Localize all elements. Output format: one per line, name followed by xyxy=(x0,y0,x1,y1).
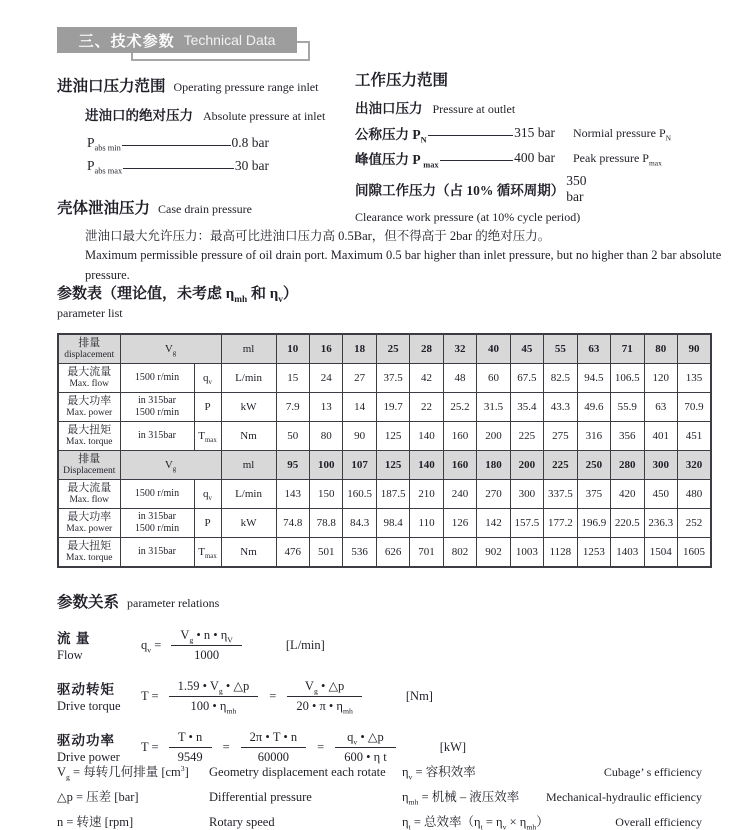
pressure-line-abs-max xyxy=(87,158,269,174)
table-header-cell: 71 xyxy=(611,334,644,364)
fraction xyxy=(169,730,212,765)
equals-sign: = xyxy=(317,739,325,754)
inlet-subheading-en: Absolute pressure at inlet xyxy=(203,109,326,123)
table-cell: 1605 xyxy=(677,538,711,568)
table-cell: Nm xyxy=(221,422,276,451)
formula-label-en: Drive power xyxy=(57,750,120,764)
table-cell: 375 xyxy=(577,480,610,509)
table-row xyxy=(58,480,711,509)
drain-heading-zh: 壳体泄油压力 xyxy=(57,200,151,217)
table-header-cell: 320 xyxy=(677,451,711,480)
legend-item-eta-t xyxy=(402,812,702,830)
table-cell: 143 xyxy=(276,480,309,509)
legend-item-dp xyxy=(57,787,392,805)
table-cell: 63 xyxy=(644,393,677,422)
table-cell: in 315bar 1500 r/min xyxy=(120,393,194,422)
table-cell: 50 xyxy=(276,422,309,451)
table-cell: 225 xyxy=(510,422,543,451)
table-cell: 最大流量 Max. flow xyxy=(58,364,120,393)
fraction-numerator: T • n xyxy=(177,729,203,744)
legend-symbol: △p = 压差 [bar] xyxy=(57,790,139,804)
inlet-subheading xyxy=(85,104,352,125)
table-header-cell: 225 xyxy=(544,451,577,480)
table-cell: 142 xyxy=(477,509,510,538)
table-cell: 最大流量 Max. flow xyxy=(58,480,120,509)
pressure-value: 315 bar xyxy=(514,125,555,140)
table-cell: 802 xyxy=(443,538,476,568)
parameter-table-title xyxy=(57,282,298,321)
table-header-cell: ml xyxy=(221,334,276,364)
formula-label-zh: 驱动功率 xyxy=(57,733,115,748)
table-cell: 501 xyxy=(309,538,342,568)
relations-heading xyxy=(57,590,727,612)
table-cell: 236.3 xyxy=(644,509,677,538)
table-cell: 最大扭矩 Max. torque xyxy=(58,422,120,451)
leader-line xyxy=(428,135,513,136)
table-header-cell: 18 xyxy=(343,334,376,364)
table-cell: P xyxy=(194,509,221,538)
formula-unit: [L/min] xyxy=(285,637,325,652)
drain-text-en: Maximum permissible pressure of oil drain port. Maximum 0.5 bar higher than inlet pressure, but no higher than 2 bar absolute pressure. xyxy=(85,248,722,282)
parameter-table xyxy=(57,333,712,568)
table-cell: 157.5 xyxy=(510,509,543,538)
inlet-pressure-lines xyxy=(87,135,269,174)
table-cell: 49.6 xyxy=(577,393,610,422)
table-cell: kW xyxy=(221,509,276,538)
parameter-table-title-zh: 参数表（理论值，未考虑 $\eta_{mh}$ 和 $\eta_v$） xyxy=(57,286,298,305)
pressure-value: 0.8 bar xyxy=(231,135,269,150)
table-cell: 626 xyxy=(376,538,409,568)
table-cell: 最大功率 Max. power xyxy=(58,509,120,538)
pressure-value: 30 bar xyxy=(234,158,269,173)
legend-symbol: n = 转速 [rpm] xyxy=(57,815,134,829)
equals-sign: = xyxy=(269,688,277,703)
pressure-value: 350 bar xyxy=(566,173,587,204)
table-cell: 19.7 xyxy=(376,393,409,422)
legend-item-eta-v xyxy=(402,762,702,780)
table-header-cell: 107 xyxy=(343,451,376,480)
table-cell: 13 xyxy=(309,393,342,422)
table-header-cell: 排量 displacement xyxy=(58,334,120,364)
table-cell: Nm xyxy=(221,538,276,568)
drain-heading-en: Case drain pressure xyxy=(158,202,252,216)
table-row xyxy=(58,509,711,538)
table-row xyxy=(58,364,711,393)
inlet-heading-en: Operating pressure range inlet xyxy=(173,80,319,94)
table-cell: 35.4 xyxy=(510,393,543,422)
table-cell: 160.5 xyxy=(343,480,376,509)
table-header-cell: 300 xyxy=(644,451,677,480)
table-cell: 55.9 xyxy=(611,393,644,422)
table-cell: L/min xyxy=(221,364,276,393)
table-cell: 187.5 xyxy=(376,480,409,509)
formula-lhs: T = xyxy=(141,688,159,703)
table-cell: 476 xyxy=(276,538,309,568)
section-title-banner xyxy=(57,27,297,53)
table-header-cell: 200 xyxy=(510,451,543,480)
table-header-cell: 排量 Displacement xyxy=(58,451,120,480)
equals-sign: = xyxy=(222,739,230,754)
table-header-cell: 180 xyxy=(477,451,510,480)
fraction-numerator: $q_v$ • △p xyxy=(347,730,384,747)
table-cell: $q_v$ xyxy=(194,364,221,393)
table-cell: 275 xyxy=(544,422,577,451)
table-header-cell: 80 xyxy=(644,334,677,364)
formula-lhs: T = xyxy=(141,739,159,754)
table-cell: 701 xyxy=(410,538,443,568)
leader-line xyxy=(123,168,234,169)
formula-label-zh: 驱动转矩 xyxy=(57,682,115,697)
table-cell: 110 xyxy=(410,509,443,538)
table-cell: 25.2 xyxy=(443,393,476,422)
legend-en: Geometry displacement each rotate xyxy=(209,765,386,779)
table-header-cell: 280 xyxy=(611,451,644,480)
legend-en: Mechanical-hydraulic efficiency xyxy=(545,790,702,804)
section-title-zh: 三、技术参数 xyxy=(78,33,175,50)
table-header-cell: 160 xyxy=(443,451,476,480)
fraction-denominator: 1000 xyxy=(171,645,242,663)
table-cell: 94.5 xyxy=(577,364,610,393)
table-cell: 401 xyxy=(644,422,677,451)
table-cell: 177.2 xyxy=(544,509,577,538)
table-header-cell: 250 xyxy=(577,451,610,480)
table-cell: 200 xyxy=(477,422,510,451)
table-header-row xyxy=(58,334,711,364)
table-header-cell: 25 xyxy=(376,334,409,364)
pressure-line-nominal xyxy=(355,123,735,143)
table-cell: 106.5 xyxy=(611,364,644,393)
table-cell: 480 xyxy=(677,480,711,509)
table-cell: 450 xyxy=(644,480,677,509)
table-cell: 1500 r/min xyxy=(120,480,194,509)
outlet-subheading-en: Pressure at outlet xyxy=(432,102,516,116)
table-row xyxy=(58,538,711,568)
fraction xyxy=(171,628,242,663)
inlet-subheading-zh: 进油口的绝对压力 xyxy=(85,108,193,123)
table-cell: 270 xyxy=(477,480,510,509)
table-header-cell: 95 xyxy=(276,451,309,480)
table-header-cell: 32 xyxy=(443,334,476,364)
drain-heading xyxy=(57,196,732,218)
table-header-cell: 55 xyxy=(544,334,577,364)
formula-unit: [Nm] xyxy=(405,688,433,703)
table-cell: 196.9 xyxy=(577,509,610,538)
table-cell: 90 xyxy=(343,422,376,451)
fraction-numerator: 1.59 • $V_g$ • △p xyxy=(177,679,250,696)
table-header-cell: $V_g$ xyxy=(120,451,221,480)
table-cell: in 315bar xyxy=(120,422,194,451)
table-cell: 240 xyxy=(443,480,476,509)
legend-en: Overall efficiency xyxy=(615,815,702,829)
legend-item-vg xyxy=(57,762,392,780)
outlet-heading-zh: 工作压力范围 xyxy=(355,72,449,89)
table-row xyxy=(58,393,711,422)
table-cell: 140 xyxy=(410,422,443,451)
table-header-cell: 100 xyxy=(309,451,342,480)
pressure-line-main xyxy=(355,148,555,168)
pressure-line-main xyxy=(355,123,555,143)
pressure-note-en: Peak pressure $P_{max}$ xyxy=(573,150,662,167)
formula-row-torque xyxy=(57,678,727,714)
leader-line xyxy=(440,160,514,161)
table-cell: in 315bar 1500 r/min xyxy=(120,509,194,538)
formula-power xyxy=(141,729,466,765)
legend-symbol: $\eta_{mh}$ = 机械 – 液压效率 xyxy=(402,790,520,807)
table-row xyxy=(58,422,711,451)
fraction-denominator: 600 • η t xyxy=(335,747,396,765)
table-cell: 420 xyxy=(611,480,644,509)
fraction-denominator: 20 • π • $\eta_{mh}$ xyxy=(287,696,362,714)
table-cell: 356 xyxy=(611,422,644,451)
table-cell: $T_{max}$ xyxy=(194,538,221,568)
table-cell: 150 xyxy=(309,480,342,509)
table-header-cell: 63 xyxy=(577,334,610,364)
inlet-pressure-section xyxy=(57,74,352,174)
table-cell: 1500 r/min xyxy=(120,364,194,393)
table-cell: 300 xyxy=(510,480,543,509)
table-cell: 536 xyxy=(343,538,376,568)
fraction-numerator: 2π • T • n xyxy=(249,729,298,744)
drain-text-zh: 泄油口最大允许压力：最高可比进油口压力高 0.5Bar，但不得高于 2bar 的绝对压力。 xyxy=(85,229,551,243)
legend-en: Differential pressure xyxy=(209,790,312,804)
table-cell: L/min xyxy=(221,480,276,509)
fraction-numerator: $V_g$ • △p xyxy=(304,679,345,696)
table-cell: 78.8 xyxy=(309,509,342,538)
table-cell: 24 xyxy=(309,364,342,393)
clearance-pressure-en: Clearance work pressure (at 10% cycle period) xyxy=(355,210,581,224)
table-header-cell: 90 xyxy=(677,334,711,364)
table-cell: 42 xyxy=(410,364,443,393)
table-header-cell: 28 xyxy=(410,334,443,364)
inlet-heading xyxy=(57,74,352,96)
outlet-subheading-zh: 出油口压力 xyxy=(355,101,423,116)
legend-symbol: $\eta_v$ = 容积效率 xyxy=(402,765,476,782)
pressure-symbol: $P_{abs min}$ xyxy=(87,135,121,153)
table-cell: 1003 xyxy=(510,538,543,568)
table-cell: 82.5 xyxy=(544,364,577,393)
fraction-numerator: $V_g$ • n • $\eta_V$ xyxy=(180,627,233,644)
parameter-table-title-en: parameter list xyxy=(57,306,123,320)
legend-symbol: $V_g$ = 每转几何排量 $[cm^3]$ xyxy=(57,763,189,782)
legend-right-column xyxy=(402,762,702,830)
formula-label xyxy=(57,729,141,765)
formula-torque xyxy=(141,678,433,714)
table-cell: 22 xyxy=(410,393,443,422)
formula-flow xyxy=(141,628,325,663)
table-cell: 1128 xyxy=(544,538,577,568)
table-cell: 27 xyxy=(343,364,376,393)
pressure-value: 400 bar xyxy=(514,150,555,165)
table-cell: 210 xyxy=(410,480,443,509)
parameter-table-body xyxy=(58,334,711,567)
table-cell: 451 xyxy=(677,422,711,451)
table-cell: 60 xyxy=(477,364,510,393)
fraction xyxy=(241,730,306,765)
table-cell: 最大功率 Max. power xyxy=(58,393,120,422)
formula-label-zh: 流 量 xyxy=(57,631,91,646)
formula-row-power xyxy=(57,729,727,765)
table-cell: 135 xyxy=(677,364,711,393)
table-cell: 14 xyxy=(343,393,376,422)
legend-item-eta-mh xyxy=(402,787,702,805)
table-header-cell: 40 xyxy=(477,334,510,364)
table-cell: 902 xyxy=(477,538,510,568)
table-header-cell: 125 xyxy=(376,451,409,480)
inlet-heading-zh: 进油口压力范围 xyxy=(57,78,166,95)
table-cell: 316 xyxy=(577,422,610,451)
legend-en: Cubage’ s efficiency xyxy=(603,765,702,779)
fraction xyxy=(335,729,396,765)
pressure-symbol: $P_{abs max}$ xyxy=(87,158,123,176)
fraction xyxy=(287,678,362,714)
table-header-cell: ml xyxy=(221,451,276,480)
formula-label-en: Flow xyxy=(57,648,83,662)
table-header-cell: 45 xyxy=(510,334,543,364)
table-cell: in 315bar xyxy=(120,538,194,568)
table-cell: 15 xyxy=(276,364,309,393)
case-drain-section xyxy=(57,196,732,285)
table-cell: 84.3 xyxy=(343,509,376,538)
table-cell: 7.9 xyxy=(276,393,309,422)
section-title-en: Technical Data xyxy=(183,32,276,48)
legend-item-n xyxy=(57,812,392,830)
leader-line xyxy=(122,145,231,146)
table-header-cell: 140 xyxy=(410,451,443,480)
pressure-label: 间隙工作压力（占 10% 循环周期） xyxy=(355,183,565,198)
pressure-line-peak xyxy=(355,148,735,168)
legend-left-column xyxy=(57,762,392,830)
table-cell: 67.5 xyxy=(510,364,543,393)
table-cell: 160 xyxy=(443,422,476,451)
table-cell: 1403 xyxy=(611,538,644,568)
fraction xyxy=(169,678,259,714)
table-cell: 最大扭矩 Max. torque xyxy=(58,538,120,568)
relations-heading-en: parameter relations xyxy=(127,596,220,610)
formula-label xyxy=(57,678,141,714)
fraction-denominator: 9549 xyxy=(169,747,212,765)
drain-body xyxy=(85,227,732,285)
formula-lhs: $q_v$ = xyxy=(141,637,162,654)
relations-heading-zh: 参数关系 xyxy=(57,594,120,611)
fraction-denominator: 100 • $\eta_{mh}$ xyxy=(169,696,259,714)
legend-symbol: $\eta_t$ = 总效率$(\eta_t = \eta_v \times \eta_{mh})$ xyxy=(402,815,549,830)
table-cell: 43.3 xyxy=(544,393,577,422)
pressure-label: 公称压力 $P_N$ xyxy=(355,127,427,145)
table-cell: 74.8 xyxy=(276,509,309,538)
parameter-relations-section xyxy=(57,590,727,765)
pressure-line-abs-min xyxy=(87,135,269,151)
table-cell: 220.5 xyxy=(611,509,644,538)
table-cell: 70.9 xyxy=(677,393,711,422)
table-header-cell: 16 xyxy=(309,334,342,364)
formula-label xyxy=(57,627,141,663)
table-cell: 125 xyxy=(376,422,409,451)
table-cell: kW xyxy=(221,393,276,422)
table-cell: 126 xyxy=(443,509,476,538)
formula-row-flow xyxy=(57,627,727,663)
table-cell: 31.5 xyxy=(477,393,510,422)
table-cell: 120 xyxy=(644,364,677,393)
table-header-cell: 10 xyxy=(276,334,309,364)
table-cell: $q_v$ xyxy=(194,480,221,509)
table-header-row xyxy=(58,451,711,480)
formula-label-en: Drive torque xyxy=(57,699,121,713)
table-cell: $T_{max}$ xyxy=(194,422,221,451)
pressure-label: 峰值压力 P $_{max}$ xyxy=(355,152,439,170)
table-cell: 98.4 xyxy=(376,509,409,538)
legend-en: Rotary speed xyxy=(209,815,275,829)
table-cell: 48 xyxy=(443,364,476,393)
table-header-cell: $V_g$ xyxy=(120,334,221,364)
outlet-subheading xyxy=(355,97,735,118)
table-cell: 37.5 xyxy=(376,364,409,393)
table-cell: 80 xyxy=(309,422,342,451)
formula-unit: [kW] xyxy=(439,739,467,754)
table-cell: 252 xyxy=(677,509,711,538)
table-cell: 337.5 xyxy=(544,480,577,509)
table-cell: P xyxy=(194,393,221,422)
table-cell: 1253 xyxy=(577,538,610,568)
symbol-legend xyxy=(57,762,717,830)
fraction-denominator: 60000 xyxy=(241,747,306,765)
table-cell: 1504 xyxy=(644,538,677,568)
pressure-note-en: Normial pressure $P_N$ xyxy=(573,125,672,142)
